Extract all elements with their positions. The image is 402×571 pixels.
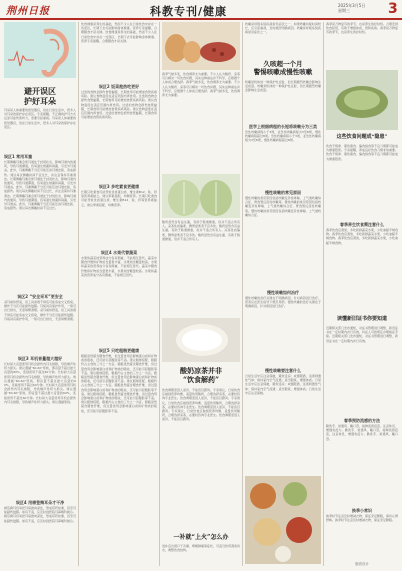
food-photo-bowl (326, 70, 398, 130)
article-body: 饮食调理需因人而异，不能盲目跟风。专家建议，日常饮食应做到营养均衡，适量饮用酸奶，合理选择凉茶，必要时咨询专业医生。饮食调理需因人而异，不能盲目跟风。专家建议，日常饮食应做到营养均衡，适量饮用酸奶，合理选择凉茶，必要时咨询专业医生。饮食调理需因人而异，不能盲目跟风。专家建议，日常饮食应做到营养均衡，适量饮用酸奶，合理选择凉茶，必要时咨询专业医生。饮食调理需因人而异，不能盲目跟风。 (162, 388, 240, 422)
article-headline-line2: 护好耳朵 (24, 96, 56, 106)
article-headline-line1: 避开误区 (24, 86, 56, 96)
subheading: 慢性咳嗽的常见原因 (265, 190, 301, 195)
subheading: 春季预防流感的方法 (344, 418, 380, 423)
article-body: 春季气候多变，饮食调养尤为重要。不少人认为酸奶、凉茶可以解决一切饮食问题，其实这种看法并不科学，应根据个人体质合理选择。春季气候多变，饮食调养尤为重要。不少人认为酸奶、凉茶可以解决一切饮食问题，其实这种看法并不科学，应根据个人体质合理选择。春季气候多变，饮食调养尤为重要。 (162, 72, 240, 98)
article-body: 慢性咳嗽的常见原因包括咳嗽变异性哮喘、上气道咳嗽综合征、胃食管反流性咳嗽等。慢性咳嗽的常见原因包括咳嗽变异性哮喘、上气道咳嗽综合征、胃食管反流性咳嗽等。慢性咳嗽的常见原因包括咳嗽变异性哮喘、上气道咳嗽综合征。 (245, 196, 321, 217)
subheading: 误区2 饭菜趁热吃更好 (98, 84, 140, 89)
article-body: 春季是万物复苏的季节，也是养生的好时机。合理安排饮食起居，有助于增强体质，预防疾病。春季是万物复苏的季节，也是养生的好时机。 (326, 22, 398, 35)
article-body: 水果和蔬菜的营养成分各有侧重，不能相互替代。蔬菜中膳食纤维和矿物质含量更丰富，水果则含糖量较高。水果和蔬菜的营养成分各有侧重，不能相互替代。蔬菜中膳食纤维和矿物质含量更丰富，水果则含糖量较高。水果和蔬菜的营养成分各有侧重，不能相互替代。 (81, 256, 157, 277)
issue-weekday: 星期三 (338, 8, 350, 13)
food-photo-eggs (162, 22, 240, 70)
column-2 (81, 22, 157, 566)
newspaper-logo: 荆州日报 (6, 6, 50, 17)
article-body: 长期只吃素食可能导致优质蛋白质、维生素B12、铁、锌等营养素缺乏。建议荤素搭配，均衡营养。长期只吃素食可能导致优质蛋白质、维生素B12、铁、锌等营养素缺乏。建议荤素搭配，均衡营养。 (81, 190, 157, 207)
ear-illustration (4, 22, 76, 78)
article-headline-line2: “饮食解药” (182, 375, 220, 384)
article-body: 日常生活中应注意保暖，避免受凉；戒烟限酒，远离刺激性气体；保持室内空气流通；适当锻炼，增强体质。日常生活中应注意保暖，避免受凉；戒烟限酒，远离刺激性气体；保持室内空气流通；适当锻炼，增强体质。日常生活中应注意保暖。 (245, 374, 321, 395)
article-headline-line1: 酸奶凉茶并非 (180, 366, 222, 375)
article-body: 耳朵是人体重要的感觉器官，但在日常生活中，很多人对耳朵的保护存在误区。专家提醒，不正确的护耳方式反而可能伤害听力，需要引起重视。耳朵是人体重要的感觉器官，但在日常生活中，很多人对耳朵的保护存在误区。 (4, 108, 76, 129)
section-title: 科教专刊/健康 (150, 5, 228, 18)
column-3 (162, 22, 240, 566)
article-body: 慢性咳嗽的治疗关键在于明确病因，针对病因进行治疗。患者应在医生指导下规范用药。慢性咳嗽的治疗关键在于明确病因，针对病因进行治疗。 (245, 296, 321, 309)
article-headline-line2: 警惕咳嗽成慢性咳嗽 (253, 68, 313, 76)
subheading: 慢性咳嗽要注意什么 (265, 368, 301, 373)
article-headline-line1: 久咳超一个月 (263, 60, 303, 68)
article-body: 采耳看似舒适，但工具消毒不彻底可能造成交叉感染，操作不当还可能损伤鼓膜。耳垢具有保护作用，一般可自行排出，无需频繁清理。采耳看似舒适，但工具消毒不彻底可能造成交叉感染，操作不当还可能损伤鼓膜。耳垢具有保护作用，一般可自行排出，无需频繁清理。 (4, 300, 76, 321)
column-divider (159, 22, 160, 566)
article-body: 勤洗手、常通风、戴口罩，接种流感疫苗，注意休息，增强免疫力。勤洗手、常通风、戴口罩，接种流感疫苗，注意休息，增强免疫力。勤洗手、常通风、戴口罩。 (326, 424, 398, 441)
article-body: 咳嗽是机体的一种保护性反射，但长期剧烈咳嗽会影响生活质量。咳嗽是机体的一种保护性反射，但长期剧烈咳嗽会影响生活质量。 (245, 80, 321, 93)
article-body: 咳嗽是呼吸系统疾病常见症状之一，如果咳嗽持续时间较长，应引起重视，及时就医明确病因。咳嗽是呼吸系统疾病常见症状之一。 (245, 22, 321, 35)
subheading: 误区1 常用耳塞 (4, 154, 33, 159)
page-number: 3 (388, 1, 398, 17)
food-photo-dishes (245, 476, 321, 564)
article-body: 长期佩戴耳塞会使耳道处于封闭状态，影响耳道内的通风，导致耳道潮湿，容易滋生细菌和真菌，引发外耳道炎。此外，耳塞佩戴不当还可能压迫耳道皮肤，造成损伤。建议每次佩戴时间不宜过长，并注意保持耳塞清洁。长期佩戴耳塞会使耳道处于封闭状态，影响耳道内的通风，导致耳道潮湿，容易滋生细菌和真菌，引发外耳道炎。此外，耳塞佩戴不当还可能压迫耳道皮肤，造成损伤。建议每次佩戴时间不宜过长，并注意保持耳塞清洁。长期佩戴耳塞会使耳道处于封闭状态，影响耳道内的通风，导致耳道潮湿，容易滋生细菌和真菌，引发外耳道炎。此外，耳塞佩戴不当还可能压迫耳道皮肤，造成损伤。建议每次佩戴时间不宜过长。 (4, 160, 76, 211)
article-body: 酸奶虽然含有益生菌，有助于肠道健康，但并不适合所有人。凉茶性质偏寒，脾胃虚寒者不宜多饮。酸奶虽然含有益生菌，有助于肠道健康，但并不适合所有人。凉茶性质偏寒，脾胃虚寒者不宜多饮。酸奶虽然含有益生菌，有助于肠道健康，但并不适合所有人。 (162, 220, 240, 241)
page-footer: 版面设计 (355, 562, 369, 566)
article-body: 粗粮虽然富含膳食纤维，但过量食用会影响蛋白质和矿物质的吸收，还可能引起腹胀等不适。建议粗细搭配，粗粮约占主食的三分之一为宜。粗粮虽然富含膳食纤维，但过量食用会影响蛋白质和矿物质的吸收，还可能引起腹胀等不适。建议粗细搭配，粗粮约占主食的三分之一为宜。粗粮虽然富含膳食纤维，但过量食用会影响蛋白质和矿物质的吸收，还可能引起腹胀等不适。建议粗细搭配，粗粮约占主食的三分之一为宜。粗粮虽然富含膳食纤维，但过量食用会影响蛋白质和矿物质的吸收，还可能引起腹胀等不适。建议粗细搭配。粗粮虽然富含膳食纤维，但过量食用会影响蛋白质和矿物质的吸收，还可能引起腹胀等不适。建议粗细搭配，粗粮约占主食的三分之一为宜。粗粮虽然富含膳食纤维，但过量食用会影响蛋白质和矿物质的吸收，还可能引起腹胀等不适。 (81, 354, 157, 413)
subheading: 换季小常识 (352, 508, 372, 513)
article-body: 进补后出现口干舌燥、咽喉肿痛等症状，可适当饮用清淡汤水，调整饮食结构。 (162, 544, 240, 553)
subheading: 误区2 “安全采耳”更安全 (17, 294, 63, 299)
subheading: 误区3 耳机音量越大越好 (17, 356, 63, 361)
article-headline: 这些饮食问题成“隐患” (336, 134, 388, 140)
masthead (0, 0, 402, 20)
article-headline: 读懂新旧证书你要知道 (336, 316, 387, 322)
subheading: 误区3 多吃素食更健康 (98, 184, 140, 189)
article-body: 饮食不规律、暴饮暴食、偏食挑食等不良习惯都可能成为健康隐患。专家提醒，养成良好饮食习惯非常重要。饮食不规律、暴饮暴食、偏食挑食等不良习惯都可能成为健康隐患。 (326, 144, 398, 161)
subheading: 误区4 水果代替蔬菜 (100, 250, 138, 255)
article-body: 长时间大音量使用耳机会损伤内耳毛细胞，导致噪声性听力损失。建议遵循“60-60”原则，即音量不超过最大音量的60%，连续使用不超过60分钟。长时间大音量使用耳机会损伤内耳毛细胞，导致噪声性听力损失。建议遵循“60-60”原则，即音量不超过最大音量的60%，连续使用不超过60分钟。长时间大音量使用耳机会损伤内耳毛细胞，导致噪声性听力损失。建议遵循“60-60”原则，即音量不超过最大音量的60%，连续使用不超过60分钟。长时间大音量使用耳机会损伤内耳毛细胞，导致噪声性听力损失。建议遵循原则。 (4, 362, 76, 404)
article-body: 春季饮食宜清淡，多吃新鲜蔬菜水果，少吃油腻辛辣食物。春季饮食宜清淡，多吃新鲜蔬菜水果，少吃油腻辛辣食物。春季饮食宜清淡，多吃新鲜蔬菜水果，少吃油腻辛辣食物。 (326, 228, 398, 245)
article-body: 棉签掏耳容易把耳垢推向深处，形成耵聍栓塞，甚至可能戳伤鼓膜。如有不适，应及时到医院耳鼻喉科就诊。棉签掏耳容易把耳垢推向深处，形成耵聍栓塞，甚至可能戳伤鼓膜。如有不适，应及时到医院耳鼻喉科就诊。 (4, 506, 76, 523)
article-body: 饮食健康是养生的基础，然而不少人在日常饮食中存在一些误区，长期下去可能影响身体健康。营养专家提醒，合理膳食才是关键。饮食健康是养生的基础，然而不少人在日常饮食中存在一些误区，长期下去可能影响身体健康。营养专家提醒，合理膳食才是关键。 (81, 22, 157, 43)
article-body: 急性咳嗽病程小于3周，亚急性咳嗽病程为3至8周，慢性咳嗽病程超过8周。急性咳嗽病程小于3周，亚急性咳嗽病程为3至8周，慢性咳嗽病程超过8周。 (245, 130, 321, 143)
column-5 (326, 22, 398, 566)
subheading: 慢性咳嗽如何治疗 (267, 290, 299, 295)
dateline (338, 3, 365, 13)
column-divider (323, 22, 324, 566)
subheading: 误区4 用棉签掏耳朵才干净 (15, 500, 65, 505)
article-headline: 一补就“上火”怎么办 (173, 534, 229, 541)
column-1 (4, 22, 76, 566)
article-body: 近期相关部门发布通知，对证书管理进行调整，新旧证书在一定时期内并行有效，持证人可按规定办理换证手续。近期相关部门发布通知，对证书管理进行调整，新旧证书在一定时期内并行有效。 (326, 326, 398, 343)
food-photo-yogurt (162, 318, 240, 362)
column-divider (242, 22, 243, 566)
food-photo-cabbage (162, 174, 240, 218)
column-divider (78, 22, 79, 566)
article-body: 过烫的食物会损伤食管黏膜，长期食用可能增加食管疾病风险。建议食物温度在适宜范围内再食用。过烫的食物会损伤食管黏膜，长期食用可能增加食管疾病风险。建议食物温度在适宜范围内再食用。过烫的食物会损伤食管黏膜，长期食用可能增加食管疾病风险。建议食物温度在适宜范围内再食用。过烫的食物会损伤食管黏膜，长期食用可能增加食管疾病风险。 (81, 90, 157, 120)
article-body: 换季时节注意及时增减衣物，保证充足睡眠，保持心情舒畅。换季时节注意及时增减衣物，保证充足睡眠。 (326, 514, 398, 523)
issue-date: 2025年3月5日 (338, 3, 366, 8)
column-4 (245, 22, 321, 566)
subheading: 医学上根据病程的长短将咳嗽分为三类 (249, 124, 317, 129)
subheading: 误区5 只吃粗粮更健康 (98, 348, 140, 353)
subheading: 春季养生饮食需注意什么 (340, 222, 384, 227)
